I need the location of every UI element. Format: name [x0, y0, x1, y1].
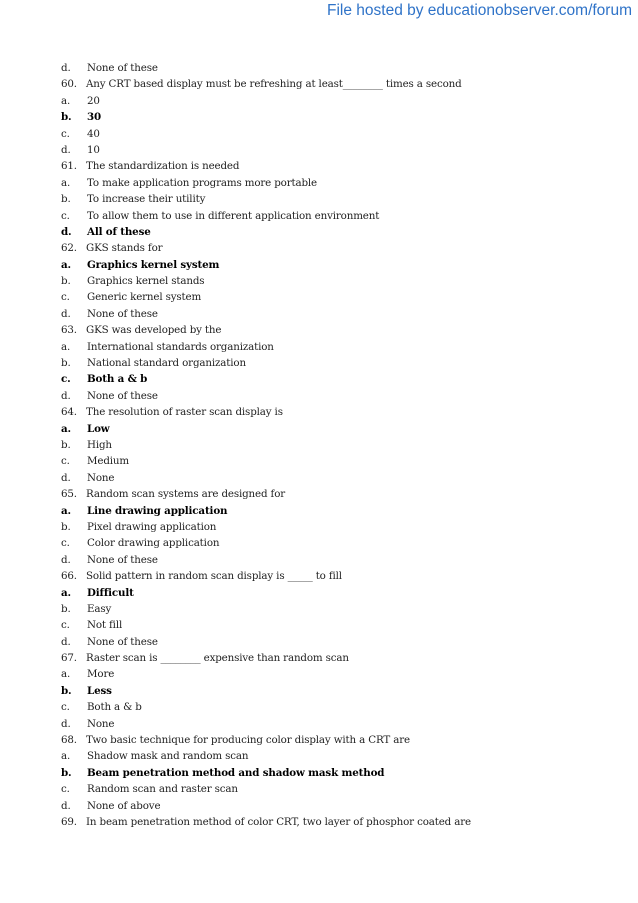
option-letter: c.	[61, 701, 70, 714]
option-text: 40	[87, 127, 100, 140]
option-letter: d.	[61, 799, 71, 812]
option-letter: b.	[61, 520, 71, 533]
option-text: Pixel drawing application	[87, 520, 217, 533]
option-text: None	[87, 471, 115, 484]
question-number: 60.	[61, 78, 77, 91]
option-text: To allow them to use in different application environment	[87, 209, 380, 222]
option-letter: d.	[61, 389, 71, 402]
answer-option-correct	[61, 683, 621, 699]
answer-option	[61, 519, 621, 535]
option-letter: d.	[61, 307, 71, 320]
option-letter: b.	[61, 602, 71, 615]
option-letter: c.	[61, 127, 70, 140]
option-letter: c.	[61, 619, 70, 632]
option-text: None of these	[87, 389, 158, 402]
question-line	[61, 814, 621, 830]
answer-option	[61, 748, 621, 764]
question-line	[61, 486, 621, 502]
question-text: The standardization is needed	[86, 160, 240, 173]
question-number: 63.	[61, 324, 77, 337]
option-letter: a.	[61, 422, 71, 435]
question-line	[61, 158, 621, 174]
question-number: 65.	[61, 488, 77, 501]
option-text: 30	[87, 111, 102, 124]
answer-option-correct	[61, 371, 621, 387]
option-text: All of these	[87, 225, 151, 238]
option-text: Both a & b	[87, 701, 142, 714]
option-letter: b.	[61, 766, 72, 779]
option-letter: a.	[61, 586, 71, 599]
quiz-content	[61, 60, 621, 830]
answer-option	[61, 699, 621, 715]
option-letter: b.	[61, 111, 72, 124]
question-number: 64.	[61, 406, 77, 419]
question-line	[61, 404, 621, 420]
option-letter: d.	[61, 62, 71, 74]
answer-option	[61, 388, 621, 404]
question-line	[61, 240, 621, 256]
question-text: GKS was developed by the	[86, 324, 222, 337]
option-text: Generic kernel system	[87, 291, 202, 304]
option-letter: b.	[61, 438, 71, 451]
option-letter: c.	[61, 373, 71, 386]
question-text: Raster scan is ________ expensive than random scan	[86, 652, 349, 665]
answer-option	[61, 273, 621, 289]
option-text: Line drawing application	[87, 504, 228, 517]
option-letter: a.	[61, 258, 71, 271]
option-text: None of these	[87, 553, 158, 566]
question-text: Solid pattern in random scan display is _____ to fill	[86, 570, 342, 583]
option-letter: a.	[61, 340, 71, 353]
option-letter: b.	[61, 357, 71, 370]
question-text: The resolution of raster scan display is	[86, 406, 283, 419]
question-text: In beam penetration method of color CRT, two layer of phosphor coated are	[86, 815, 471, 828]
option-letter: a.	[61, 750, 71, 763]
question-text: GKS stands for	[86, 242, 163, 255]
answer-option	[61, 60, 621, 76]
question-line	[61, 76, 621, 92]
option-text: Low	[87, 422, 110, 435]
answer-option	[61, 716, 621, 732]
answer-option	[61, 306, 621, 322]
option-text: None	[87, 717, 115, 730]
option-text: Both a & b	[87, 373, 148, 386]
answer-option	[61, 535, 621, 551]
question-text: Random scan systems are designed for	[86, 488, 286, 501]
answer-option	[61, 552, 621, 568]
option-text: Not fill	[87, 619, 123, 632]
option-letter: d.	[61, 553, 71, 566]
option-text: None of these	[87, 307, 158, 320]
question-line	[61, 650, 621, 666]
answer-option	[61, 175, 621, 191]
option-letter: c.	[61, 537, 70, 550]
answer-option	[61, 437, 621, 453]
answer-option	[61, 126, 621, 142]
option-letter: c.	[61, 291, 70, 304]
option-text: Less	[87, 684, 112, 697]
option-text: 10	[87, 143, 100, 156]
answer-option-correct	[61, 421, 621, 437]
option-letter: b.	[61, 275, 71, 288]
answer-option	[61, 601, 621, 617]
option-letter: c.	[61, 455, 70, 468]
question-number: 67.	[61, 652, 77, 665]
answer-option	[61, 634, 621, 650]
question-number: 66.	[61, 570, 77, 583]
answer-option	[61, 666, 621, 682]
hosted-by-watermark: File hosted by educationobserver.com/forum	[327, 2, 632, 19]
option-letter: a.	[61, 176, 71, 189]
option-letter: c.	[61, 209, 70, 222]
question-number: 69.	[61, 815, 77, 828]
option-text: Graphics kernel system	[87, 258, 220, 271]
option-text: 20	[87, 94, 100, 107]
question-number: 61.	[61, 160, 77, 173]
option-letter: b.	[61, 684, 72, 697]
answer-option-correct	[61, 765, 621, 781]
option-text: To make application programs more portable	[87, 176, 318, 189]
option-text: To increase their utility	[87, 193, 206, 206]
question-line	[61, 322, 621, 338]
answer-option	[61, 191, 621, 207]
answer-option	[61, 453, 621, 469]
answer-option	[61, 781, 621, 797]
option-text: Graphics kernel stands	[87, 275, 205, 288]
question-line	[61, 568, 621, 584]
option-text: Random scan and raster scan	[87, 783, 238, 796]
answer-option-correct	[61, 257, 621, 273]
option-text: National standard organization	[87, 357, 246, 370]
option-text: Color drawing application	[87, 537, 220, 550]
answer-option	[61, 798, 621, 814]
answer-option-correct	[61, 109, 621, 125]
answer-option-correct	[61, 585, 621, 601]
option-letter: b.	[61, 193, 71, 206]
option-text: International standards organization	[87, 340, 274, 353]
answer-option	[61, 289, 621, 305]
option-text: Difficult	[87, 586, 134, 599]
option-letter: c.	[61, 783, 70, 796]
answer-option	[61, 93, 621, 109]
option-letter: d.	[61, 717, 71, 730]
question-list	[61, 60, 621, 830]
answer-option	[61, 470, 621, 486]
option-letter: d.	[61, 471, 71, 484]
question-line	[61, 732, 621, 748]
answer-option	[61, 355, 621, 371]
option-letter: d.	[61, 225, 72, 238]
option-letter: a.	[61, 94, 71, 107]
answer-option	[61, 617, 621, 633]
option-text: High	[87, 438, 112, 451]
option-text: None of these	[87, 62, 158, 74]
question-number: 62.	[61, 242, 77, 255]
answer-option	[61, 339, 621, 355]
question-text: Two basic technique for producing color display with a CRT are	[86, 734, 410, 747]
answer-option	[61, 142, 621, 158]
option-text: Shadow mask and random scan	[87, 750, 249, 763]
option-letter: a.	[61, 668, 71, 681]
answer-option-correct	[61, 503, 621, 519]
option-letter: d.	[61, 143, 71, 156]
option-text: Beam penetration method and shadow mask method	[87, 766, 385, 779]
option-letter: d.	[61, 635, 71, 648]
option-text: None of above	[87, 799, 161, 812]
option-text: Medium	[87, 455, 130, 468]
question-text: Any CRT based display must be refreshing at least________ times a second	[86, 78, 462, 91]
option-text: Easy	[87, 602, 112, 615]
option-letter: a.	[61, 504, 71, 517]
option-text: None of these	[87, 635, 158, 648]
option-text: More	[87, 668, 115, 681]
question-number: 68.	[61, 734, 77, 747]
answer-option	[61, 208, 621, 224]
answer-option-correct	[61, 224, 621, 240]
